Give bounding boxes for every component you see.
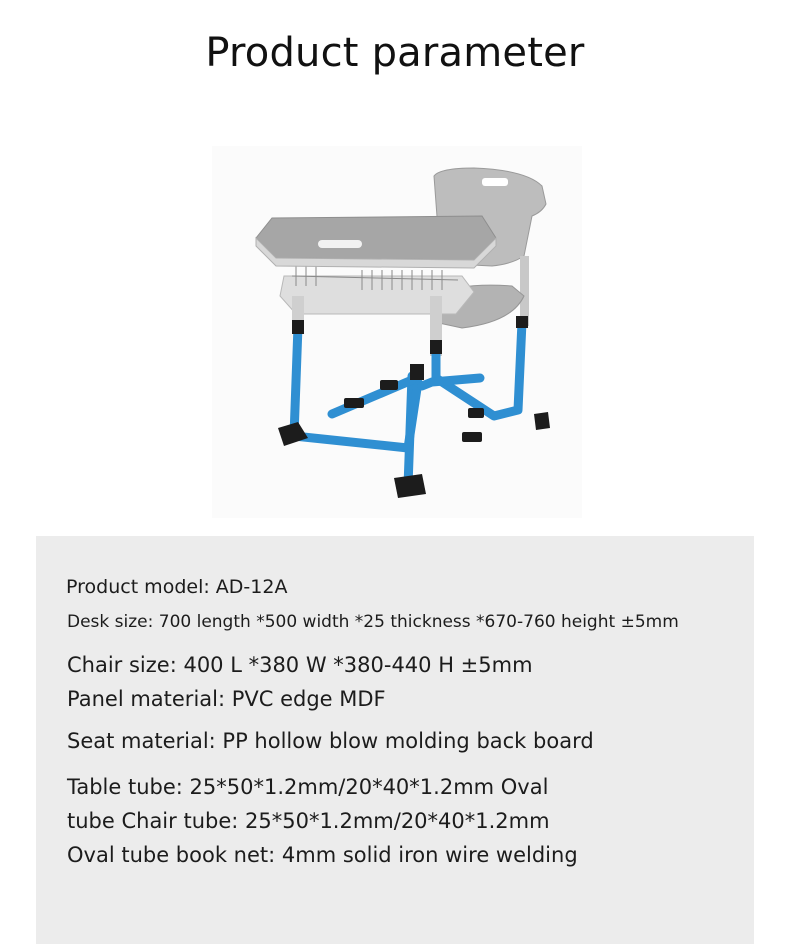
spec-table-tube: Table tube: 25*50*1.2mm/20*40*1.2mm Oval <box>67 775 549 799</box>
specs-panel <box>36 536 754 944</box>
spec-desk-size: Desk size: 700 length *500 width *25 thickness *670-760 height ±5mm <box>67 612 679 632</box>
desk-book-tray <box>280 276 474 314</box>
spec-chair-size: Chair size: 400 L *380 W *380-440 H ±5mm <box>67 653 533 677</box>
spec-book-net: Oval tube book net: 4mm solid iron wire welding <box>67 843 578 867</box>
desk-leg-upper-left <box>292 296 304 320</box>
page-title: Product parameter <box>205 30 585 76</box>
chair-post-upper <box>520 256 529 326</box>
spec-chair-tube: tube Chair tube: 25*50*1.2mm/20*40*1.2mm <box>67 809 550 833</box>
spec-panel-material: Panel material: PVC edge MDF <box>67 687 386 711</box>
desk-pen-slot <box>318 240 362 248</box>
product-image <box>212 146 582 518</box>
desk-chair-illustration <box>212 146 582 518</box>
spec-seat-material: Seat material: PP hollow blow molding back board <box>67 729 594 753</box>
chair-back-handle <box>482 178 508 186</box>
frame-joints <box>292 316 528 380</box>
spec-product-model: Product model: AD-12A <box>66 576 288 598</box>
desk-top <box>256 216 496 260</box>
blue-frame <box>294 322 522 486</box>
